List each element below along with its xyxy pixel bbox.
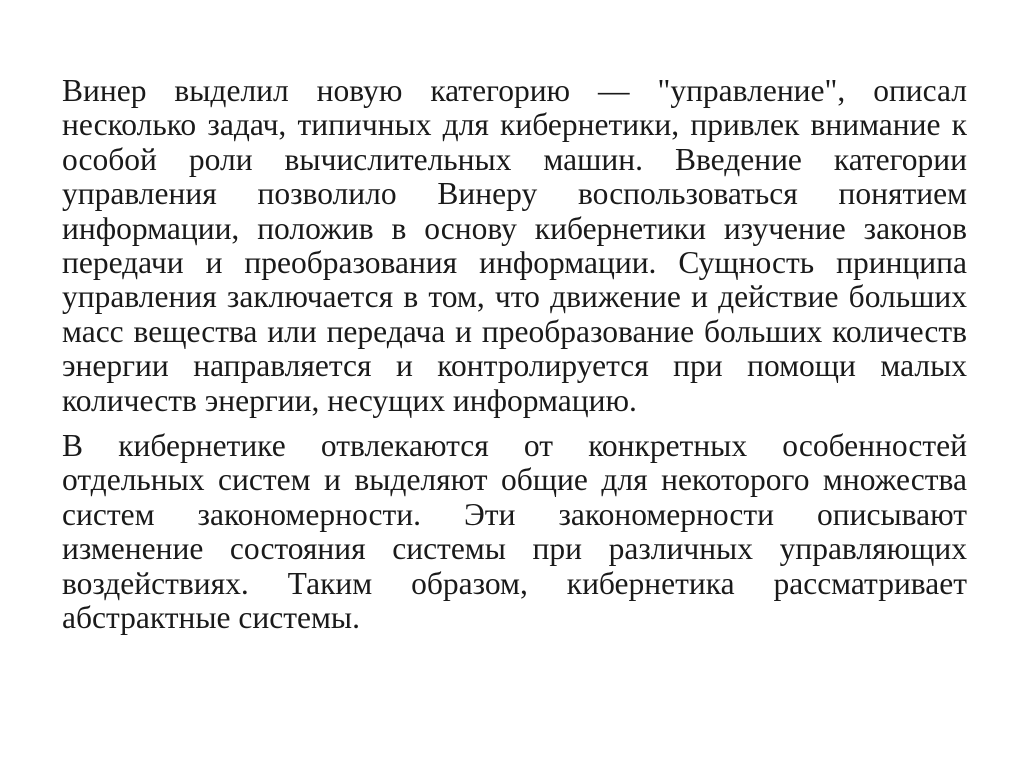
slide-body — [62, 74, 967, 636]
paragraph-abstract-systems: В кибернетике отвлекаются от конкретных особенностей отдельных систем и выделяют общие для некоторого множества систем закономерности. Эти закономерности описывают изменение состояния системы при различных управляющих воздействиях. Таким образом, кибернетика рассматривает абстрактные системы. — [62, 428, 967, 636]
paragraph-wiener-control: Винер выделил новую категорию — "управление", описал несколько задач, типичных для кибернетики, привлек внимание к особой роли вычислительных машин. Введение категории управления позволило Винеру воспользоваться понятием информации, положив в основу кибернетики изучение законов передачи и преобразования информации. Сущность принципа управления заключается в том, что движение и действие больших масс вещества или передача и преобразование больших количеств энергии направляется и контролируется при помощи малых количеств энергии, несущих информацию. — [62, 73, 967, 418]
